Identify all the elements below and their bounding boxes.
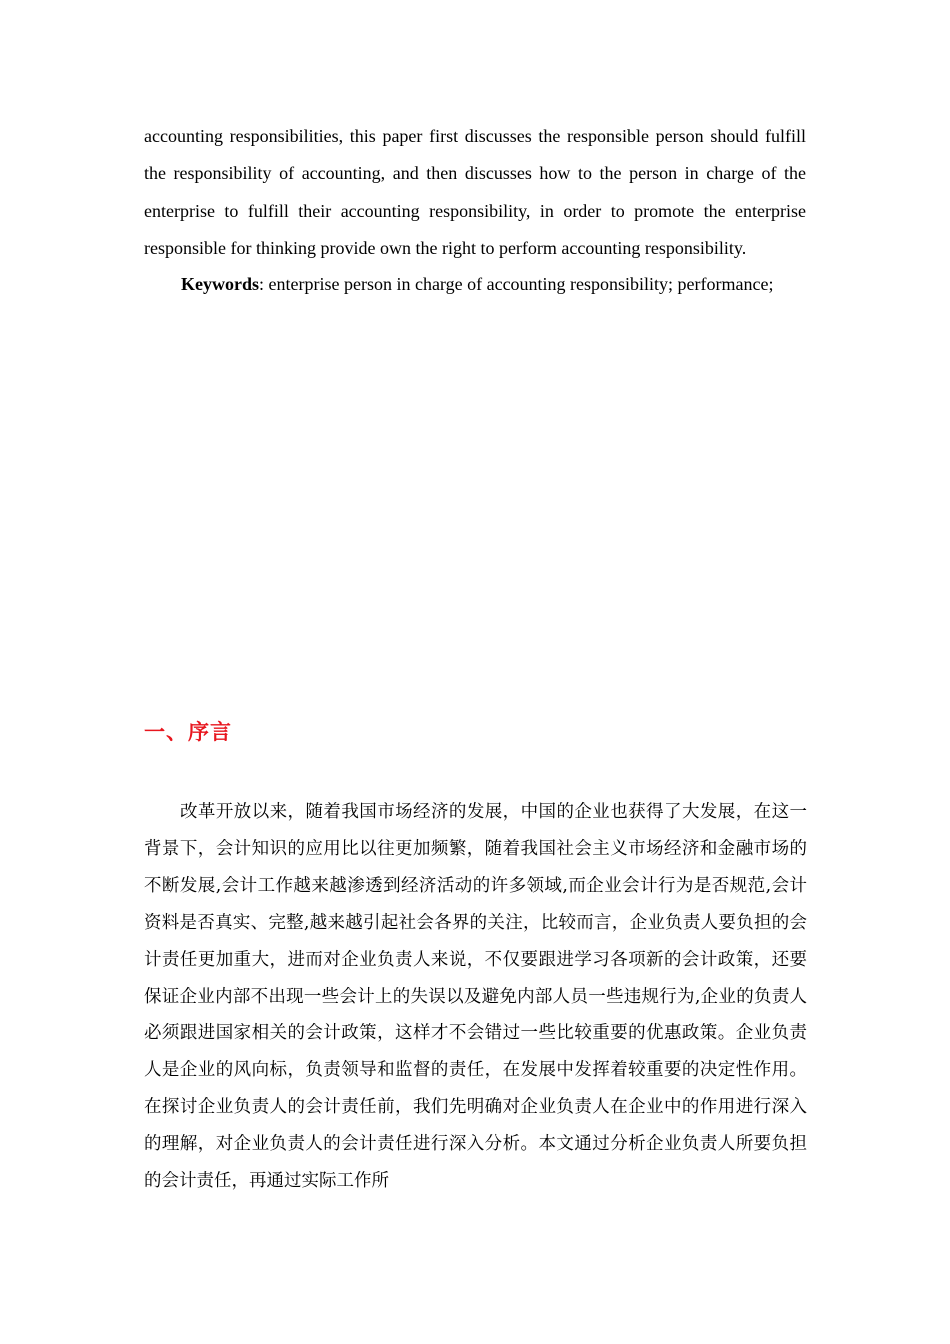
keywords-text: : enterprise person in charge of accounting responsibility; performance; bbox=[259, 274, 774, 294]
keywords-line bbox=[144, 266, 806, 303]
keywords-label: Keywords bbox=[181, 274, 259, 294]
abstract-text: accounting responsibilities, this paper first discusses the responsible person should fulfill the responsibility of accounting, and then discusses how to the person in charge of the enterprise to fulfill their accounting responsibility, in order to promote the enterprise responsible for thinking provide own the right to perform accounting responsibility. bbox=[144, 126, 806, 258]
section-heading: 一、序言 bbox=[144, 720, 232, 744]
abstract-section bbox=[144, 118, 806, 303]
intro-paragraph: 改革开放以来，随着我国市场经济的发展，中国的企业也获得了大发展，在这一背景下，会计知识的应用比以往更加频繁，随着我国社会主义市场经济和金融市场的不断发展,会计工作越来越渗透到经济活动的许多领域,而企业会计行为是否规范,会计资料是否真实、完整,越来越引起社会各界的关注，比较而言，企业负责人要负担的会计责任更加重大，进而对企业负责人来说，不仅要跟进学习各项新的会计政策，还要保证企业内部不出现一些会计上的失误以及避免内部人员一些违规行为,企业的负责人必须跟进国家相关的会计政策，这样才不会错过一些比较重要的优惠政策。企业负责人是企业的风向标，负责领导和监督的责任，在发展中发挥着较重要的决定性作用。在探讨企业负责人的会计责任前，我们先明确对企业负责人在企业中的作用进行深入的理解，对企业负责人的会计责任进行深入分析。本文通过分析企业负责人所要负担的会计责任，再通过实际工作所 bbox=[144, 802, 807, 1192]
